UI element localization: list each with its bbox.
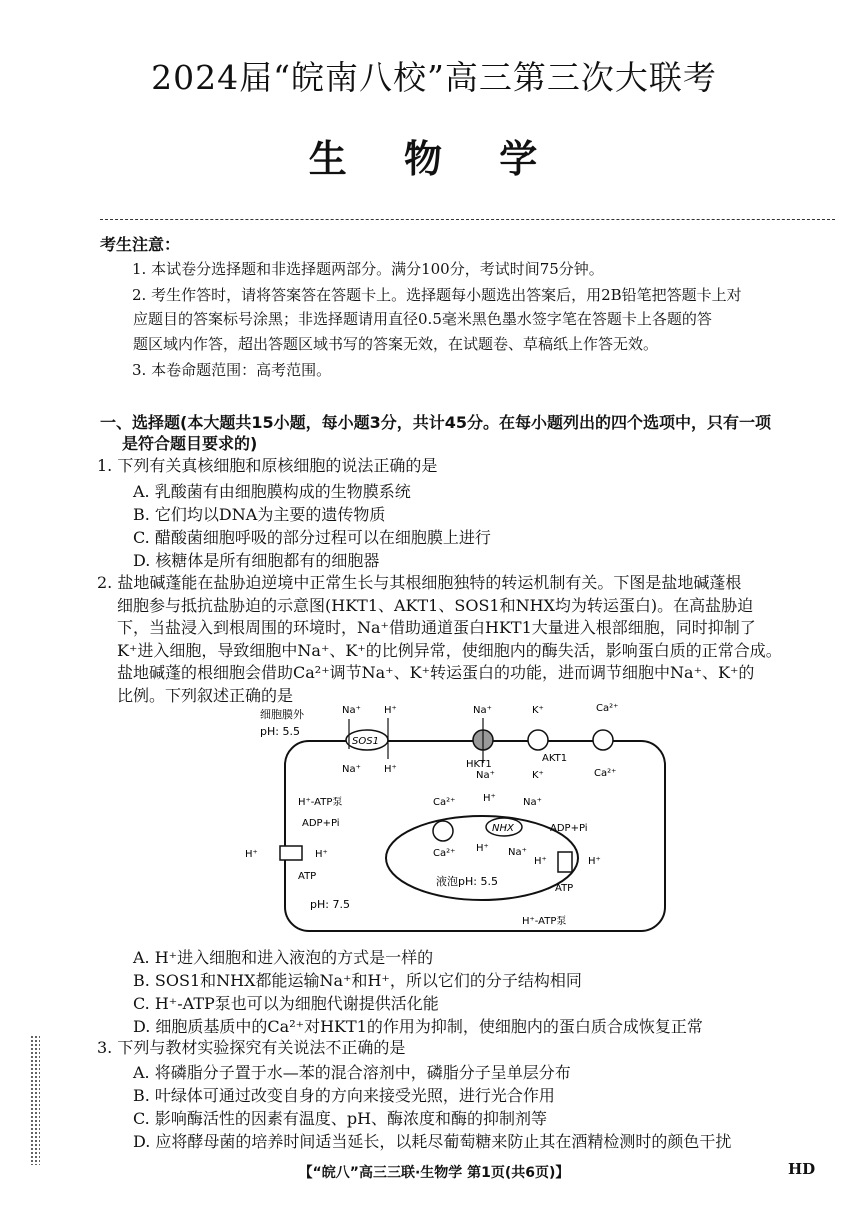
q1-option-c: C. 醋酸菌细胞呼吸的部分过程可以在细胞膜上进行 [133, 528, 491, 547]
binding-dots [30, 1035, 40, 1165]
exam-title: 2024届“皖南八校”高三第三次大联考 [151, 58, 717, 97]
ion-label: H⁺ [245, 849, 258, 860]
ion-label: Na⁺ [476, 770, 495, 781]
vacuole-ph: 液泡pH: 5.5 [436, 875, 498, 888]
q2-option-a: A. H⁺进入细胞和进入液泡的方式是一样的 [133, 948, 434, 967]
page-footer: 【“皖八”高三三联·生物学 第1页(共6页)】 [298, 1165, 570, 1181]
nhx-label: NHX [492, 823, 514, 834]
ion-label: Ca²⁺ [594, 768, 617, 779]
ion-label: K⁺ [532, 705, 544, 716]
ion-label: Ca²⁺ [433, 848, 456, 859]
q3-option-b: B. 叶绿体可通过改变自身的方向来接受光照，进行光合作用 [133, 1086, 555, 1105]
atp-label: ATP [555, 883, 574, 894]
notice-item: 3. 本卷命题范围：高考范围。 [132, 361, 332, 379]
q2-stem-line: K⁺进入细胞，导致细胞中Na⁺、K⁺的比例异常，使细胞内的酶失活，影响蛋白质的正常合成。 [117, 640, 782, 660]
footer-code: HD [788, 1160, 816, 1178]
ion-label: Na⁺ [342, 764, 361, 775]
outside-ph: pH: 5.5 [260, 725, 300, 738]
q2-stem-line: 细胞参与抵抗盐胁迫的示意图(HKT1、AKT1、SOS1和NHX均为转运蛋白)。在高盐胁迫 [117, 595, 754, 615]
q2-stem-line: 下，当盐浸入到根周围的环境时，Na⁺借助通道蛋白HKT1大量进入根部细胞，同时抑制了 [117, 618, 756, 637]
notice-item: 2. 考生作答时，请将答案答在答题卡上。选择题每小题选出答案后，用2B铅笔把答题卡上对 [132, 286, 742, 304]
pump-label: H⁺-ATP泵 [522, 916, 567, 927]
vacuole-pump [558, 852, 572, 872]
q1-option-a: A. 乳酸菌有由细胞膜构成的生物膜系统 [133, 482, 411, 501]
subject-title: 生 物 学 [308, 136, 560, 181]
adp-label: ADP+Pi [302, 818, 340, 829]
ion-label: H⁺ [315, 849, 328, 860]
ion-label: H⁺ [384, 764, 397, 775]
q1-option-b: B. 它们均以DNA为主要的遗传物质 [133, 505, 386, 524]
section-line: 一、选择题(本大题共15小题，每小题3分，共计45分。在每小题列出的四个选项中，只有一项 [100, 413, 771, 432]
q3-option-c: C. 影响酶活性的因素有温度、pH、酶浓度和酶的抑制剂等 [133, 1109, 548, 1128]
notice-item: 题区域内作答，超出答题区域书写的答案无效，在试题卷、草稿纸上作答无效。 [133, 335, 659, 353]
q2-option-c: C. H⁺-ATP泵也可以为细胞代谢提供活化能 [133, 994, 439, 1013]
atp-label: ATP [298, 871, 317, 882]
ion-label: H⁺ [384, 705, 397, 716]
cytoplasm-ph: pH: 7.5 [310, 898, 350, 911]
q2-stem-line: 2. 盐地碱蓬能在盐胁迫逆境中正常生长与其根细胞独特的转运机制有关。下图是盐地碱蓬根 [97, 573, 742, 592]
ion-label: Ca²⁺ [596, 703, 619, 714]
transport-diagram [240, 703, 680, 943]
section-heading [100, 412, 820, 454]
akt1-protein [528, 730, 548, 750]
ion-label: Na⁺ [342, 705, 361, 716]
ca-channel [593, 730, 613, 750]
pump-label: H⁺-ATP泵 [298, 797, 343, 808]
notice-heading: 考生注意： [100, 235, 181, 254]
q2-stem-line: 盐地碱蓬的根细胞会借助Ca²⁺调节Na⁺、K⁺转运蛋白的功能，进而调节细胞中Na⁺、K⁺的 [117, 663, 755, 682]
q3-option-a: A. 将磷脂分子置于水—苯的混合溶剂中，磷脂分子呈单层分布 [133, 1063, 571, 1082]
divider [100, 219, 835, 220]
sos1-label: SOS1 [352, 736, 379, 747]
question-1-stem: 1. 下列有关真核细胞和原核细胞的说法正确的是 [97, 456, 438, 475]
question-3-stem: 3. 下列与教材实验探究有关说法不正确的是 [97, 1038, 406, 1057]
notice-item: 1. 本试卷分选择题和非选择题两部分。满分100分，考试时间75分钟。 [132, 260, 604, 278]
ion-label: K⁺ [532, 770, 544, 781]
vacuole-ca-channel [433, 821, 453, 841]
q2-stem-line: 比例。下列叙述正确的是 [117, 685, 294, 705]
question-2-stem [97, 572, 817, 707]
outside-label: 细胞膜外 [260, 708, 304, 721]
akt1-label: AKT1 [542, 753, 568, 764]
ion-label: Ca²⁺ [433, 797, 456, 808]
ion-label: H⁺ [476, 843, 489, 854]
ion-label: H⁺ [534, 856, 547, 867]
q2-option-d: D. 细胞质基质中的Ca²⁺对HKT1的作用为抑制，使细胞内的蛋白质合成恢复正常 [133, 1017, 703, 1036]
ion-label: Na⁺ [473, 705, 492, 716]
q3-option-d: D. 应将酵母菌的培养时间适当延长，以耗尽葡萄糖来防止其在酒精检测时的颜色干扰 [133, 1132, 732, 1151]
q1-option-d: D. 核糖体是所有细胞都有的细胞器 [133, 551, 380, 570]
ion-label: Na⁺ [508, 847, 527, 858]
q2-option-b: B. SOS1和NHX都能运输Na⁺和H⁺，所以它们的分子结构相同 [133, 971, 582, 990]
ion-label: Na⁺ [523, 797, 542, 808]
membrane-pump [280, 846, 302, 860]
ion-label: H⁺ [483, 793, 496, 804]
notice-item: 应题目的答案标号涂黑；非选择题请用直径0.5毫米黑色墨水签字笔在答题卡上各题的答 [133, 310, 712, 328]
hkt1-label: HKT1 [466, 759, 492, 770]
section-line: 是符合题目要求的) [122, 434, 258, 453]
ion-label: H⁺ [588, 856, 601, 867]
adp-label: ADP+Pi [550, 823, 588, 834]
